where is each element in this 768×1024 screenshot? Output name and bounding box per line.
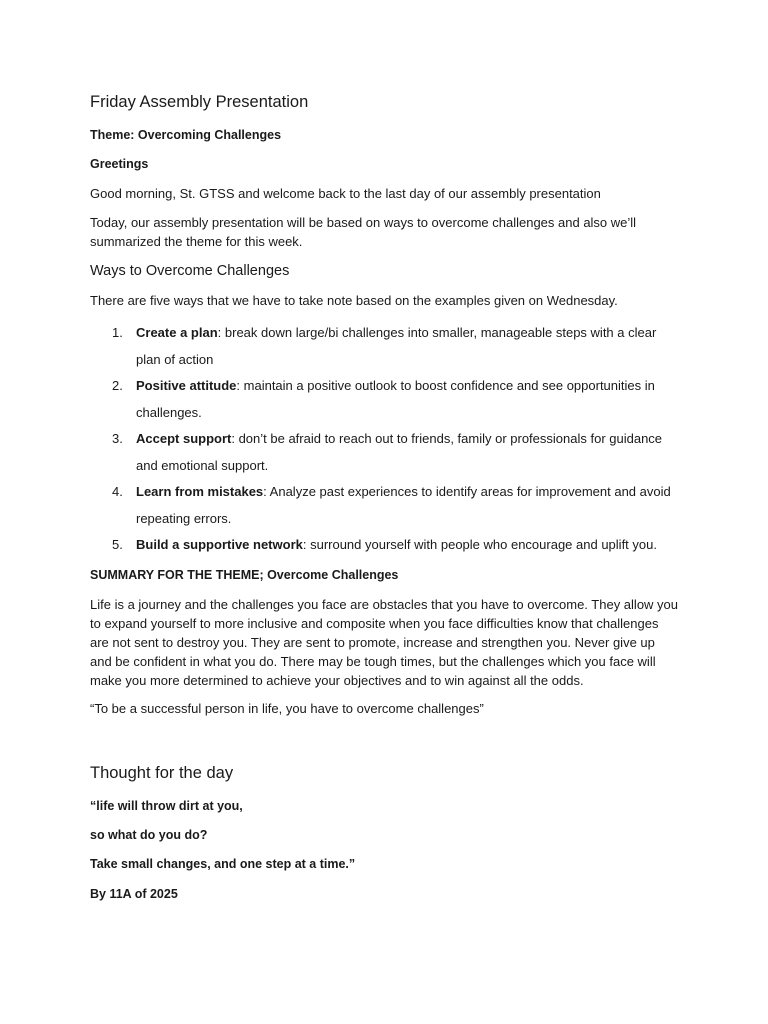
summary-paragraph: Life is a journey and the challenges you face are obstacles that you have to overcome. They allow you to expand yourself to more inclusive and composite when you face difficulties know that challenges are not sent to destroy you. They are sent to promote, increase and strengthen you. Never give up and be confident in what you do. There may be tough times, but the challenges which you face will make you more determined to achieve your objectives and to win against all the odds. bbox=[90, 597, 679, 688]
list-item bbox=[90, 532, 680, 559]
greeting-paragraph: Good morning, St. GTSS and welcome back to the last day of our assembly presentation bbox=[90, 186, 601, 201]
list-item bbox=[90, 426, 680, 479]
list-text: : surround yourself with people who encourage and uplift you. bbox=[302, 537, 657, 552]
greetings-heading: Greetings bbox=[90, 157, 149, 171]
thought-heading: Thought for the day bbox=[90, 764, 234, 782]
list-item bbox=[90, 479, 680, 532]
list-item bbox=[90, 373, 680, 426]
intro-paragraph: Today, our assembly presentation will be based on ways to overcome challenges and also we’ll summarized the theme for this week. bbox=[90, 215, 637, 249]
quote-paragraph: “To be a successful person in life, you have to overcome challenges” bbox=[90, 701, 484, 716]
list-term: Positive attitude bbox=[136, 378, 237, 393]
list-term: Create a plan bbox=[136, 325, 218, 340]
thought-line: “life will throw dirt at you, bbox=[90, 799, 243, 813]
list-number: 1. bbox=[112, 325, 123, 340]
ways-list bbox=[90, 320, 680, 559]
list-number: 4. bbox=[112, 484, 123, 499]
ways-heading: Ways to Overcome Challenges bbox=[90, 263, 290, 279]
author-line: By 11A of 2025 bbox=[90, 887, 178, 901]
list-term: Learn from mistakes bbox=[136, 484, 264, 499]
list-text: : don’t be afraid to reach out to friends, family or professionals for guidance and emotional support. bbox=[136, 431, 663, 473]
list-term: Build a supportive network bbox=[136, 537, 303, 552]
list-number: 3. bbox=[112, 431, 123, 446]
list-number: 5. bbox=[112, 537, 123, 552]
list-text: : maintain a positive outlook to boost confidence and see opportunities in challenges. bbox=[136, 378, 655, 420]
thought-line: so what do you do? bbox=[90, 828, 208, 842]
list-number: 2. bbox=[112, 378, 123, 393]
document-title: Friday Assembly Presentation bbox=[90, 93, 309, 111]
theme-line: Theme: Overcoming Challenges bbox=[90, 128, 282, 142]
summary-heading: SUMMARY FOR THE THEME; Overcome Challenges bbox=[90, 568, 399, 582]
thought-line: Take small changes, and one step at a time.” bbox=[90, 857, 356, 871]
list-text: : Analyze past experiences to identify areas for improvement and avoid repeating errors. bbox=[136, 484, 671, 526]
list-item bbox=[90, 320, 680, 373]
list-text: : break down large/bi challenges into smaller, manageable steps with a clear plan of action bbox=[136, 325, 657, 367]
ways-intro-paragraph: There are five ways that we have to take note based on the examples given on Wednesday. bbox=[90, 293, 618, 308]
list-term: Accept support bbox=[136, 431, 232, 446]
